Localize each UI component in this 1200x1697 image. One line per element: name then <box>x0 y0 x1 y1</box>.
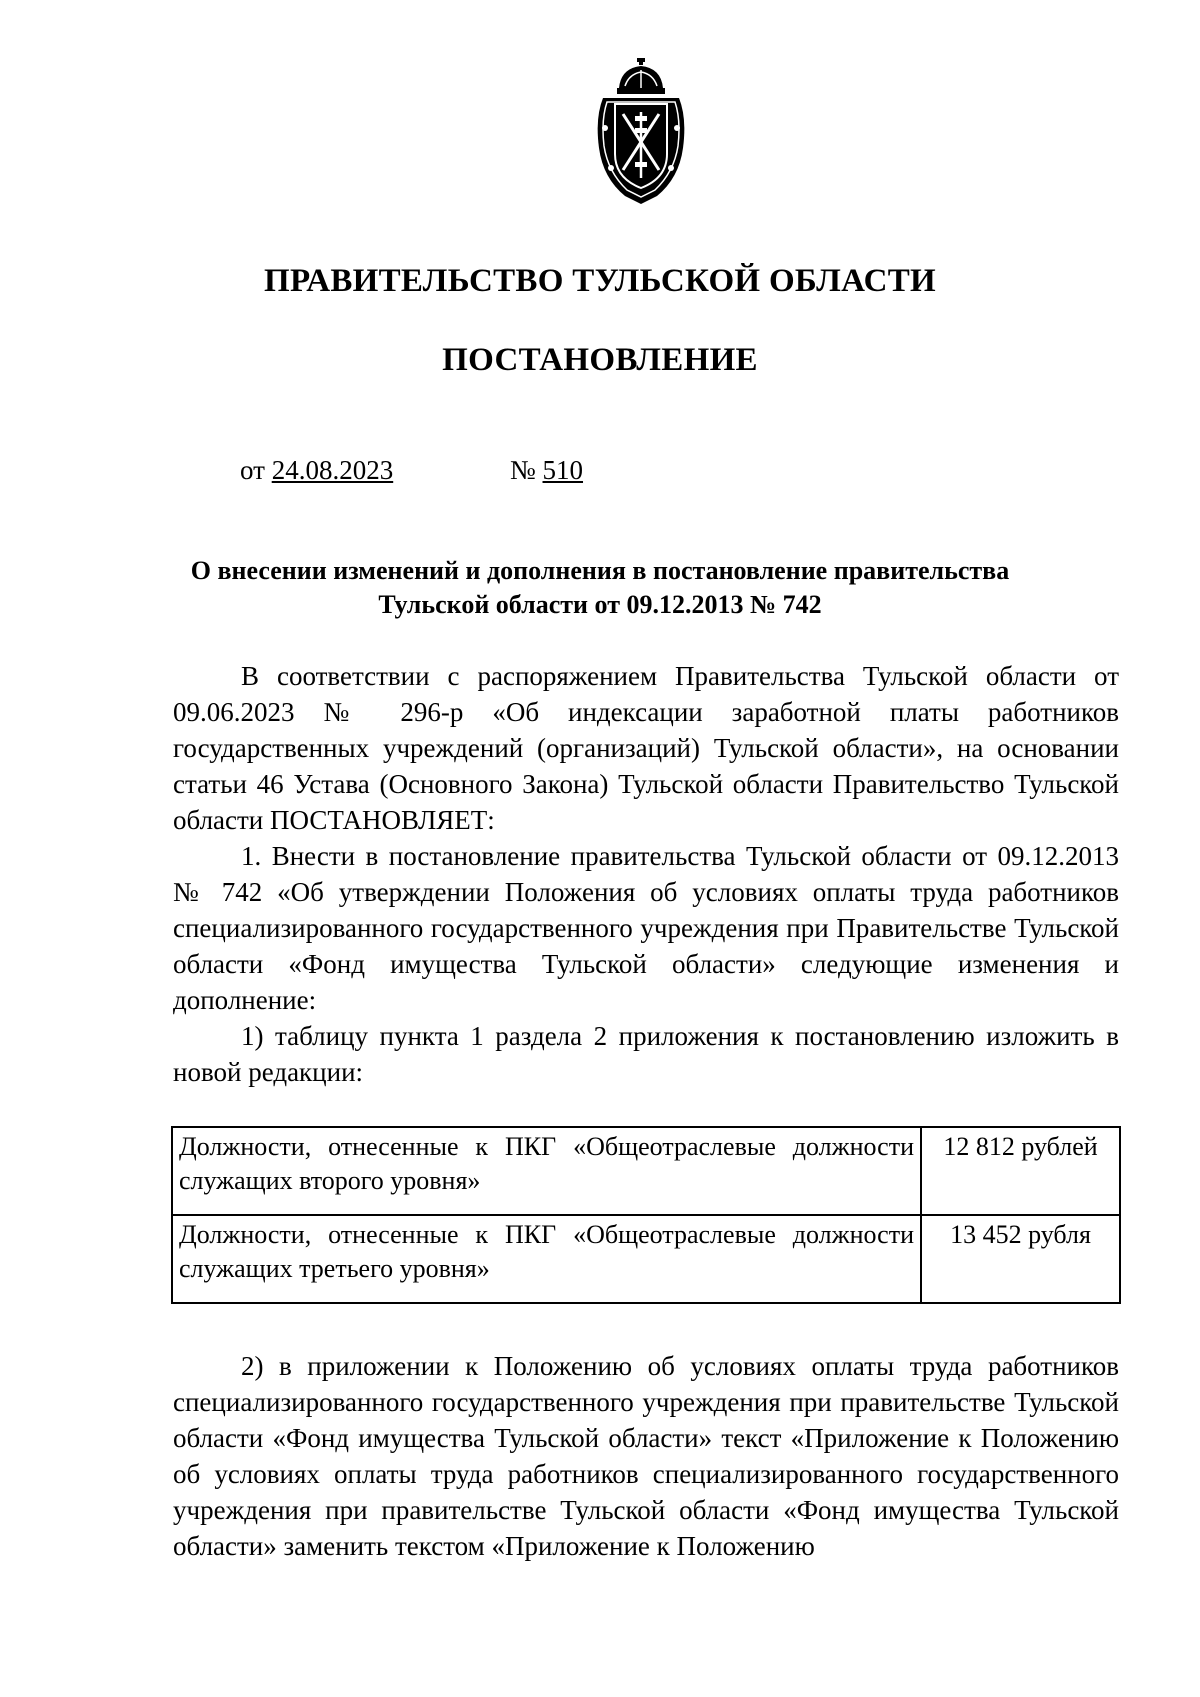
subitem-2-paragraph: 2) в приложении к Положению об условиях оплаты труда работников специализированного государственного учреждения при правительстве Тульской области «Фонд имущества Тульской области» текст «Приложение к Положению об условиях оплаты труда работников специализированного государственного учреждения при правительстве Тульской области «Фонд имущества Тульской области» заменить текстом «Приложение к Положению <box>173 1351 1119 1561</box>
number-prefix: № <box>510 455 536 485</box>
document-number <box>510 455 583 486</box>
document-body-continued <box>173 1348 1119 1564</box>
position-cell: Должности, отнесенные к ПКГ «Общеотраслевые должности служащих третьего уровня» <box>172 1215 921 1303</box>
document-date <box>240 455 393 486</box>
item-1-paragraph: 1. Внести в постановление правительства Тульской области от 09.12.2013 № 742 «Об утверждении Положения об условиях оплаты труда работников специализированного государственного учреждения при Правительстве Тульской области «Фонд имущества Тульской области» следующие изменения и дополнение: <box>173 841 1119 1015</box>
position-cell: Должности, отнесенные к ПКГ «Общеотраслевые должности служащих второго уровня» <box>172 1127 921 1215</box>
document-type: ПОСТАНОВЛЕНИЕ <box>442 342 758 378</box>
date-prefix: от <box>240 455 265 485</box>
salary-cell: 12 812 рублей <box>921 1127 1120 1215</box>
subject-line-1: О внесении изменений и дополнения в постановление правительства <box>190 556 1010 585</box>
organization-title: ПРАВИТЕЛЬСТВО ТУЛЬСКОЙ ОБЛАСТИ <box>264 263 936 299</box>
table-row <box>172 1215 1120 1303</box>
document-body <box>173 658 1119 1090</box>
subitem-1-paragraph: 1) таблицу пункта 1 раздела 2 приложения к постановлению изложить в новой редакции: <box>173 1021 1119 1087</box>
tula-coat-of-arms-icon <box>585 58 697 208</box>
salary-table <box>171 1126 1121 1304</box>
preamble-paragraph: В соответствии с распоряжением Правительства Тульской области от 09.06.2023 № 296-р «Об индексации заработной платы работников государственных учреждений (организаций) Тульской области», на основании статьи 46 Устава (Основного Закона) Тульской области Правительство Тульской области ПОСТАНОВЛЯЕТ: <box>173 661 1119 835</box>
table-row <box>172 1127 1120 1215</box>
date-value: 24.08.2023 <box>271 455 394 485</box>
document-subject <box>150 554 1050 622</box>
subject-line-2: Тульской области от 09.12.2013 № 742 <box>378 590 822 619</box>
salary-cell: 13 452 рубля <box>921 1215 1120 1303</box>
number-value: 510 <box>542 455 584 485</box>
